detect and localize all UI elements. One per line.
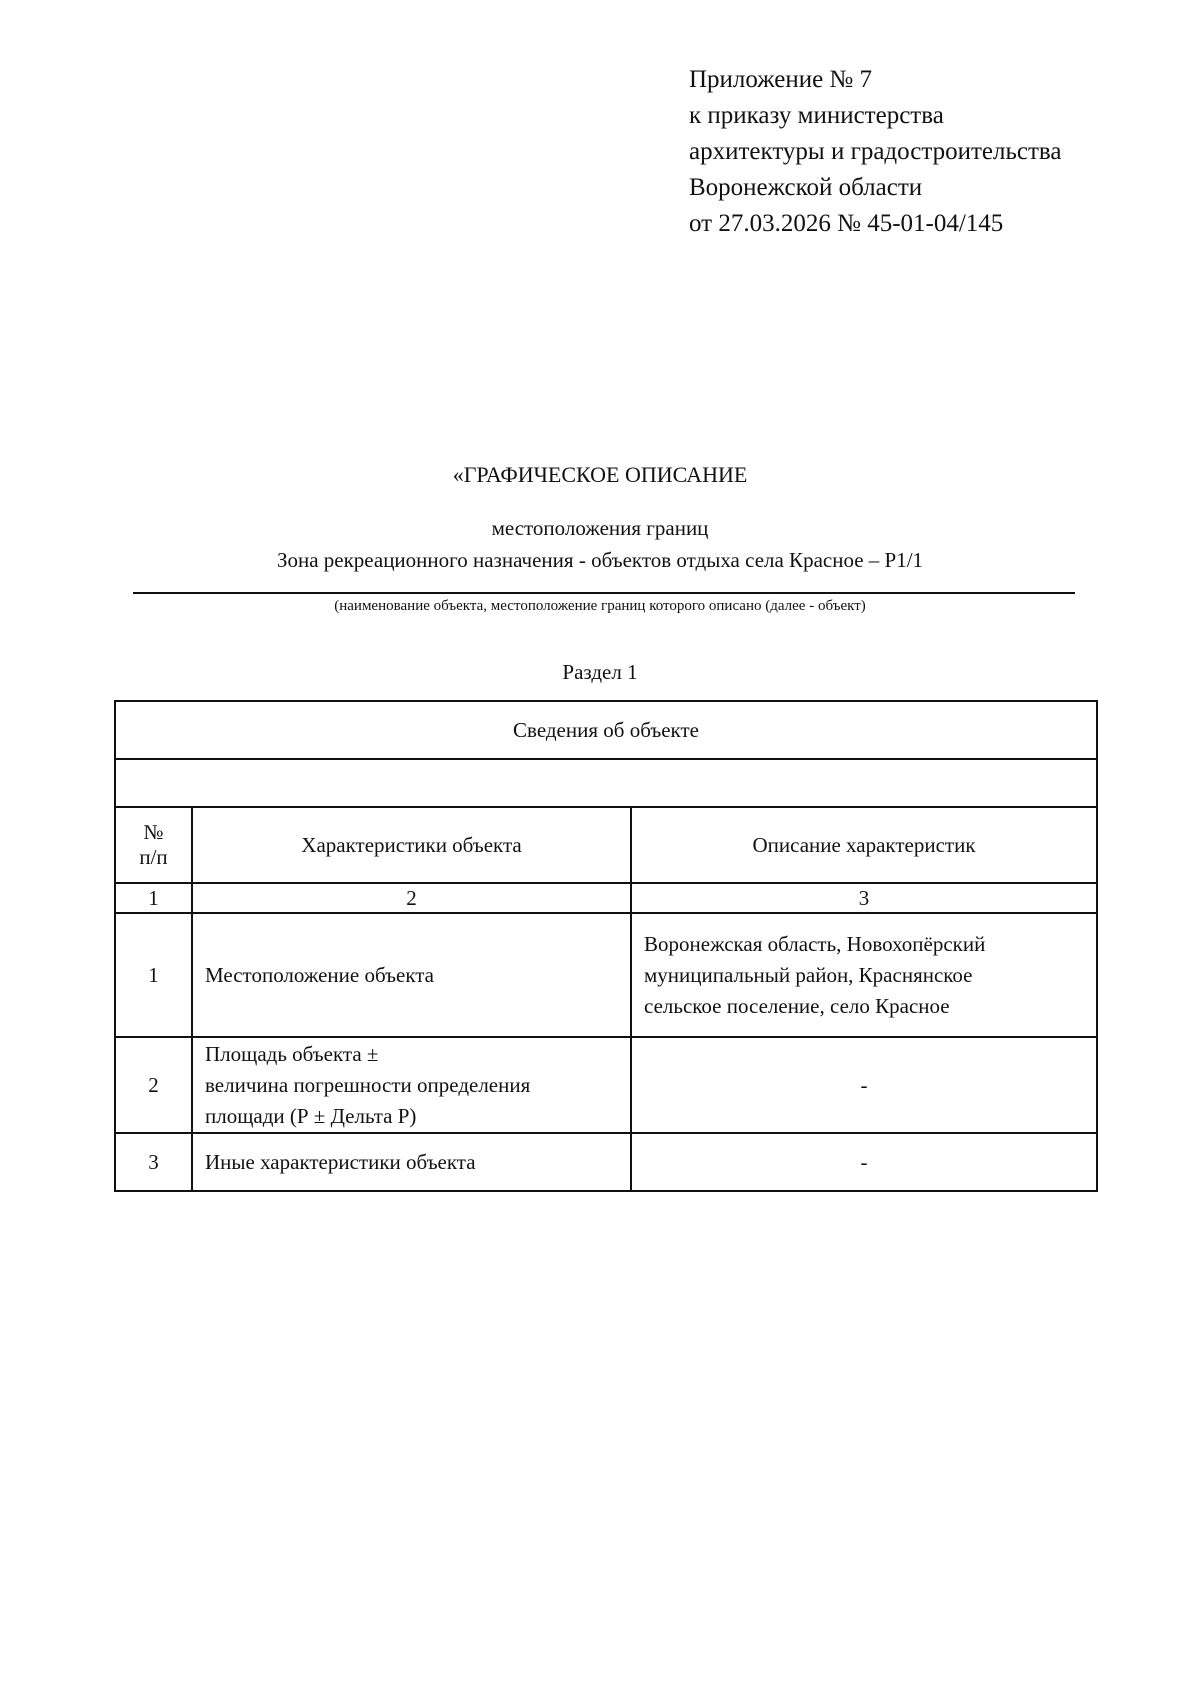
column-number: 2 [192,883,631,913]
description-line: Воронежская область, Новохопёрский [644,931,986,956]
object-info-table [114,700,1098,1192]
row-description: - [631,1037,1097,1133]
table-header-row [115,807,1097,883]
row-characteristic [192,1037,631,1133]
appendix-date-line: от 27.03.2026 № 45-01-04/145 [689,210,1004,237]
characteristic-line: площади (Р ± Дельта Р) [205,1103,417,1128]
object-name-caption: (наименование объекта, местоположение границ которого описано (далее - объект) [334,598,866,614]
column-number: 1 [115,883,192,913]
empty-cell [115,759,1097,807]
characteristic-line: Иные характеристики объекта [205,1149,476,1174]
section-title: Раздел 1 [562,660,638,684]
row-number: 3 [115,1133,192,1191]
header-number-abbr: п/п [139,845,168,869]
characteristic-line: величина погрешности определения [205,1072,531,1097]
row-description [631,913,1097,1037]
row-number: 2 [115,1037,192,1133]
appendix-number: Приложение № 7 [689,66,873,93]
column-number: 3 [631,883,1097,913]
object-name: Зона рекреационного назначения - объектов отдыха села Красное – Р1/1 [276,548,924,572]
appendix-header [689,62,1189,242]
appendix-ministry-line: архитектуры и градостроительства [689,138,1062,165]
appendix-region-line: Воронежской области [689,174,923,201]
row-characteristic [192,1133,631,1191]
characteristic-line: Местоположение объекта [205,962,435,987]
header-number [115,807,192,883]
column-number-row [115,883,1097,913]
row-number: 1 [115,913,192,1037]
description-line: сельское поселение, село Красное [644,993,950,1018]
row-characteristic [192,913,631,1037]
header-characteristics: Характеристики объекта [192,807,631,883]
row-description: - [631,1133,1097,1191]
table-row [115,1037,1097,1133]
description-line: муниципальный район, Краснянское [644,962,973,987]
underline-divider [133,592,1075,594]
table-empty-row [115,759,1097,807]
document-title: «ГРАФИЧЕСКОЕ ОПИСАНИЕ [452,462,748,487]
table-row [115,913,1097,1037]
table-title: Сведения об объекте [115,701,1097,759]
appendix-order-line: к приказу министерства [689,102,944,129]
table-title-row [115,701,1097,759]
header-number-sign: № [143,820,164,844]
header-description: Описание характеристик [631,807,1097,883]
document-subtitle: местоположения границ [491,516,709,540]
table-row [115,1133,1097,1191]
characteristic-line: Площадь объекта ± [205,1041,379,1066]
